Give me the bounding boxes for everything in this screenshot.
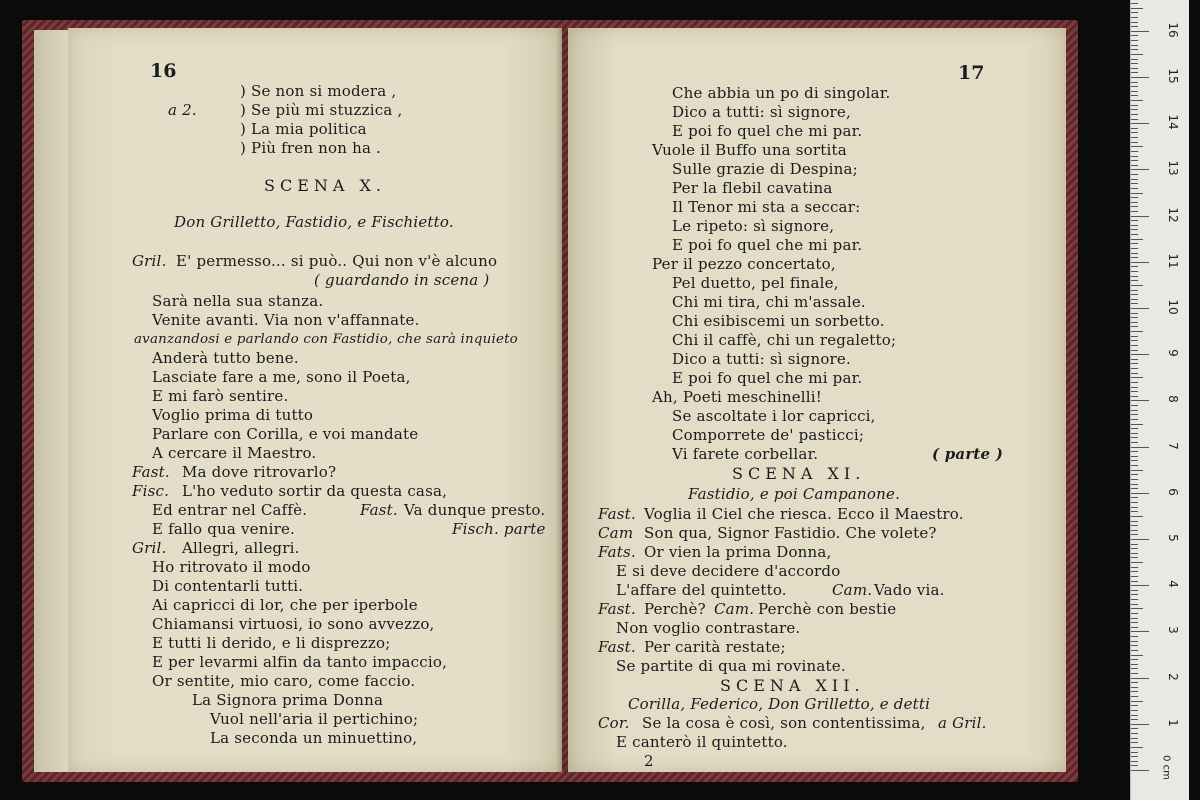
- speaker-label: Fast.: [360, 501, 398, 519]
- ruler-tick: [1131, 128, 1138, 129]
- verse-line: ) Se non si modera ,: [240, 82, 397, 100]
- verse-line: Voglia il Ciel che riesca. Ecco il Maestro.: [644, 505, 964, 523]
- scene-heading: SCENA XII.: [720, 676, 865, 695]
- ruler-tick: [1131, 146, 1143, 147]
- ruler-tick: [1131, 169, 1149, 170]
- ruler-tick: [1131, 433, 1138, 434]
- ruler-tick: [1131, 220, 1138, 221]
- verse-line: Ma dove ritrovarlo?: [182, 463, 337, 481]
- ruler-tick: [1131, 95, 1138, 96]
- ruler-tick: [1131, 747, 1143, 748]
- ruler-tick: [1131, 391, 1138, 392]
- speaker-label: Fast.: [598, 505, 636, 523]
- verse-line: Sarà nella sua stanza.: [152, 292, 324, 310]
- ruler-tick: [1131, 142, 1138, 143]
- ruler-tick: [1131, 387, 1138, 388]
- ruler-tick: [1131, 539, 1149, 540]
- ruler-tick: [1131, 368, 1138, 369]
- ruler-tick: [1131, 156, 1138, 157]
- scene-heading: SCENA X.: [264, 176, 386, 195]
- ruler-tick: [1131, 544, 1138, 545]
- ruler-number: 1: [1166, 718, 1180, 727]
- ruler-number: 7: [1166, 441, 1180, 450]
- ruler-tick: [1131, 650, 1138, 651]
- verse-line: Ai capricci di lor, che per iperbole: [152, 596, 418, 614]
- verse-line: Di contentarli tutti.: [152, 577, 304, 595]
- ruler-tick: [1131, 225, 1138, 226]
- ruler-tick: [1131, 474, 1138, 475]
- verse-line: Per carità restate;: [644, 638, 786, 656]
- ruler-tick: [1131, 183, 1138, 184]
- verse-line: E tutti li derido, e li disprezzo;: [152, 634, 391, 652]
- ruler-tick: [1131, 165, 1138, 166]
- ruler-tick: [1131, 211, 1138, 212]
- ruler-tick: [1131, 45, 1138, 46]
- verse-line: Ed entrar nel Caffè.: [152, 501, 308, 519]
- verse-line: Per il pezzo concertato,: [652, 255, 836, 273]
- ruler-tick: [1131, 525, 1138, 526]
- verse-line: ) Più fren non ha .: [240, 139, 382, 157]
- ruler-tick: [1131, 253, 1138, 254]
- ruler-tick: [1131, 631, 1149, 632]
- verse-line: Chi il caffè, chi un regaletto;: [672, 331, 897, 349]
- verse-line: Se la cosa è così, son contentissima,: [642, 714, 926, 732]
- scene-characters: Corilla, Federico, Don Grilletto, e detti: [628, 695, 931, 713]
- ruler-tick: [1131, 202, 1138, 203]
- ruler-tick: [1131, 618, 1138, 619]
- ruler-number: 15: [1166, 68, 1180, 84]
- page-number: 16: [150, 60, 177, 82]
- stage-direction: ( guardando in scena ): [314, 271, 490, 289]
- verse-line: La seconda un minuettino,: [210, 729, 418, 747]
- verse-line: Son qua, Signor Fastidio. Che volete?: [644, 524, 937, 542]
- ruler-tick: [1131, 557, 1138, 558]
- verse-line: Il Tenor mi sta a seccar:: [672, 198, 861, 216]
- ruler-tick: [1131, 86, 1138, 87]
- speaker-label: Gril.: [132, 252, 167, 270]
- ruler-tick: [1131, 548, 1138, 549]
- ruler-number: 9: [1166, 349, 1180, 357]
- ruler-tick: [1131, 585, 1149, 586]
- verse-line: Ah, Poeti meschinelli!: [652, 388, 823, 406]
- verse-line: E si deve decidere d'accordo: [616, 562, 841, 580]
- page-number: 17: [958, 62, 985, 84]
- ruler-number: 3: [1166, 626, 1180, 635]
- ruler-tick: [1131, 664, 1138, 665]
- ruler-tick: [1131, 534, 1138, 535]
- ruler-tick: [1131, 738, 1138, 739]
- ruler-tick: [1131, 193, 1143, 194]
- ruler-tick: [1131, 424, 1143, 425]
- verse-line: E fallo qua venire.: [152, 520, 296, 538]
- ruler-number: 13: [1166, 160, 1180, 177]
- ruler-tick: [1131, 303, 1138, 304]
- ruler-tick: [1131, 63, 1138, 64]
- ruler-tick: [1131, 400, 1149, 401]
- verse-line: Or vien la prima Donna,: [644, 543, 832, 561]
- verse-line: Se ascoltate i lor capricci,: [672, 407, 876, 425]
- ruler-tick: [1131, 645, 1138, 646]
- ruler-tick: [1131, 308, 1149, 309]
- ruler-tick: [1131, 3, 1138, 4]
- ruler-tick: [1131, 174, 1138, 175]
- ruler-tick: [1131, 673, 1138, 674]
- ruler-tick: [1131, 668, 1138, 669]
- ruler-tick: [1131, 285, 1143, 286]
- ruler-number: 8: [1166, 395, 1180, 404]
- verse-line: Chi esibiscemi un sorbetto.: [672, 312, 885, 330]
- verse-line: E poi fo quel che mi par.: [672, 369, 863, 387]
- ruler-tick: [1131, 594, 1138, 595]
- verse-line: Pel duetto, pel finale,: [672, 274, 839, 292]
- ruler-tick: [1131, 354, 1149, 355]
- ruler-tick: [1131, 262, 1149, 263]
- ruler-tick: [1131, 724, 1149, 725]
- ruler-tick: [1131, 109, 1138, 110]
- ruler-tick: [1131, 765, 1138, 766]
- ruler-tick: [1131, 770, 1149, 771]
- ruler-tick: [1131, 691, 1138, 692]
- speaker-label: Cam.: [832, 581, 873, 599]
- ruler-tick: [1131, 710, 1138, 711]
- measuring-ruler: [1130, 0, 1189, 800]
- verse-line: Or sentite, mio caro, come faccio.: [152, 672, 416, 690]
- ruler-tick: [1131, 359, 1138, 360]
- ruler-number: 14: [1166, 114, 1180, 130]
- ruler-number: 2: [1166, 672, 1180, 681]
- ruler-tick: [1131, 234, 1138, 235]
- ruler-tick: [1131, 396, 1138, 397]
- ruler-tick: [1131, 456, 1138, 457]
- ruler-tick: [1131, 437, 1138, 438]
- ruler-tick: [1131, 419, 1138, 420]
- speaker-label: Gril.: [132, 539, 167, 557]
- ruler-tick: [1131, 336, 1138, 337]
- ruler-tick: [1131, 678, 1149, 679]
- ruler-tick: [1131, 331, 1143, 332]
- ruler-tick: [1131, 257, 1138, 258]
- speaker-label: Fats.: [598, 543, 636, 561]
- ruler-tick: [1131, 248, 1138, 249]
- stage-direction: ( parte ): [932, 445, 1004, 463]
- ruler-tick: [1131, 243, 1138, 244]
- ruler-tick: [1131, 696, 1138, 697]
- ruler-tick: [1131, 294, 1138, 295]
- ruler-tick: [1131, 414, 1138, 415]
- ruler-tick: [1131, 608, 1143, 609]
- ruler-tick: [1131, 132, 1138, 133]
- ruler-number: 4: [1166, 580, 1180, 588]
- verse-line: Chi mi tira, chi m'assale.: [672, 293, 866, 311]
- ruler-tick: [1131, 179, 1138, 180]
- ruler-tick: [1131, 105, 1138, 106]
- ruler-tick: [1131, 22, 1138, 23]
- ruler-tick: [1131, 119, 1138, 120]
- verse-line: Sulle grazie di Despina;: [672, 160, 858, 178]
- verse-line: L'affare del quintetto.: [616, 581, 787, 599]
- ruler-tick: [1131, 479, 1138, 480]
- ruler-tick: [1131, 627, 1138, 628]
- ruler-tick: [1131, 705, 1138, 706]
- verse-line: Ho ritrovato il modo: [152, 558, 311, 576]
- ruler-tick: [1131, 604, 1138, 605]
- ruler-tick: [1131, 465, 1138, 466]
- verse-line: Vuole il Buffo una sortita: [652, 141, 847, 159]
- verse-line: Vuol nell'aria il pertichino;: [210, 710, 419, 728]
- ruler-tick: [1131, 581, 1138, 582]
- ruler-tick: [1131, 8, 1143, 9]
- ruler-tick: [1131, 197, 1138, 198]
- ruler-tick: [1131, 317, 1138, 318]
- scene-characters: Fastidio, e poi Campanone.: [688, 485, 901, 503]
- verse-line: Per la flebil cavatina: [672, 179, 833, 197]
- ruler-tick: [1131, 313, 1138, 314]
- ruler-tick: [1131, 59, 1138, 60]
- ruler-tick: [1131, 484, 1138, 485]
- verse-line: La Signora prima Donna: [192, 691, 384, 709]
- speaker-label: Fast.: [598, 638, 636, 656]
- verse-line: Allegri, allegri.: [182, 539, 300, 557]
- ruler-tick: [1131, 299, 1138, 300]
- ruler-tick: [1131, 742, 1138, 743]
- ruler-tick: [1131, 373, 1138, 374]
- ruler-tick: [1131, 326, 1138, 327]
- ruler-tick: [1131, 728, 1138, 729]
- ruler-tick: [1131, 613, 1138, 614]
- speaker-label: Cor.: [598, 714, 630, 732]
- ruler-tick: [1131, 123, 1149, 124]
- ruler-tick: [1131, 49, 1138, 50]
- verse-line: Che abbia un po di singolar.: [672, 84, 891, 102]
- ruler-tick: [1131, 756, 1138, 757]
- ruler-tick: [1131, 701, 1143, 702]
- verse-line: Lasciate fare a me, sono il Poeta,: [152, 368, 411, 386]
- ruler-tick: [1131, 206, 1138, 207]
- ruler-tick: [1131, 340, 1138, 341]
- ruler-tick: [1131, 82, 1138, 83]
- ruler-tick: [1131, 488, 1138, 489]
- ruler-tick: [1131, 290, 1138, 291]
- ruler-tick: [1131, 576, 1138, 577]
- verse-line: Non voglio contrastare.: [616, 619, 801, 637]
- ruler-tick: [1131, 31, 1149, 32]
- ruler-tick: [1131, 276, 1138, 277]
- ruler-tick: [1131, 137, 1138, 138]
- ruler-tick: [1131, 460, 1138, 461]
- ruler-tick: [1131, 151, 1138, 152]
- verse-line: Le ripeto: sì signore,: [672, 217, 835, 235]
- ruler-tick: [1131, 733, 1138, 734]
- ruler-tick: [1131, 641, 1138, 642]
- ruler-number: 11: [1166, 253, 1180, 269]
- verse-line: Voglio prima di tutto: [152, 406, 314, 424]
- ruler-tick: [1131, 447, 1149, 448]
- ruler-tick: [1131, 40, 1138, 41]
- stage-direction: Fisch. parte: [452, 520, 546, 538]
- verse-line: Comporrete de' pasticci;: [672, 426, 865, 444]
- stage-direction: a Gril.: [938, 714, 987, 732]
- verse-line: E canterò il quintetto.: [616, 733, 788, 751]
- ruler-tick: [1131, 160, 1138, 161]
- ruler-tick: [1131, 17, 1138, 18]
- ruler-tick: [1131, 553, 1138, 554]
- ruler-tick: [1131, 72, 1138, 73]
- ruler-number: 6: [1166, 487, 1180, 496]
- verse-line: ) Se più mi stuzzica ,: [240, 101, 403, 119]
- ruler-tick: [1131, 507, 1138, 508]
- ruler-tick: [1131, 502, 1138, 503]
- verse-line: Vado via.: [874, 581, 945, 599]
- verse-line: Vi farete corbellar.: [672, 445, 819, 463]
- ruler-tick: [1131, 12, 1138, 13]
- ruler-tick: [1131, 350, 1138, 351]
- verse-line: Dico a tutti: sì signore,: [672, 103, 851, 121]
- ruler-tick: [1131, 216, 1149, 217]
- signature-mark: 2: [644, 752, 654, 770]
- ruler-tick: [1131, 636, 1138, 637]
- stage-direction: avanzandosi e parlando con Fastidio, che sarà inquieto: [134, 332, 518, 347]
- ruler-tick: [1131, 345, 1138, 346]
- verse-line: E mi farò sentire.: [152, 387, 289, 405]
- verse-line: L'ho veduto sortir da questa casa,: [182, 482, 448, 500]
- ruler-tick: [1131, 405, 1138, 406]
- ruler-tick: [1131, 229, 1138, 230]
- ruler-tick: [1131, 599, 1138, 600]
- verse-line: E' permesso... si può.. Qui non v'è alcuno: [176, 252, 498, 270]
- ruler-number: 16: [1166, 22, 1180, 38]
- speaker-label: Cam: [598, 524, 634, 542]
- ruler-tick: [1131, 470, 1143, 471]
- ruler-tick: [1131, 719, 1138, 720]
- verse-line: Perchè con bestie: [758, 600, 897, 618]
- verse-line: A cercare il Maestro.: [152, 444, 317, 462]
- ruler-tick: [1131, 382, 1138, 383]
- ruler-tick: [1131, 322, 1138, 323]
- ruler-tick: [1131, 188, 1138, 189]
- ruler-tick: [1131, 77, 1149, 78]
- ruler-tick: [1131, 26, 1138, 27]
- ruler-tick: [1131, 511, 1138, 512]
- ruler-tick: [1131, 54, 1143, 55]
- ruler-tick: [1131, 428, 1138, 429]
- ruler-tick: [1131, 100, 1143, 101]
- ruler-tick: [1131, 377, 1143, 378]
- ruler-tick: [1131, 363, 1138, 364]
- verse-line: Va dunque presto.: [404, 501, 546, 519]
- verse-line: Parlare con Corilla, e voi mandate: [152, 425, 419, 443]
- ruler-tick: [1131, 266, 1138, 267]
- ruler-tick: [1131, 35, 1138, 36]
- scene-heading: SCENA XI.: [732, 464, 866, 483]
- ruler-tick: [1131, 567, 1138, 568]
- ruler-tick: [1131, 655, 1143, 656]
- verse-line: Perchè?: [644, 600, 706, 618]
- ruler-number: 5: [1166, 534, 1180, 542]
- verse-line: ) La mia politica: [240, 120, 367, 138]
- ruler-tick: [1131, 687, 1138, 688]
- ruler-tick: [1131, 571, 1138, 572]
- ruler-tick: [1131, 239, 1143, 240]
- ruler-tick: [1131, 715, 1138, 716]
- ruler-tick: [1131, 493, 1149, 494]
- ruler-tick: [1131, 752, 1138, 753]
- verse-line: Se partite di qua mi rovinate.: [616, 657, 846, 675]
- ruler-tick: [1131, 451, 1138, 452]
- ruler-tick: [1131, 280, 1138, 281]
- ruler-tick: [1131, 114, 1138, 115]
- ruler-unit-label: 0 cm: [1160, 755, 1172, 780]
- verse-line: Anderà tutto bene.: [152, 349, 299, 367]
- ruler-tick: [1131, 271, 1138, 272]
- ruler-tick: [1131, 442, 1138, 443]
- ruler-tick: [1131, 530, 1138, 531]
- verse-line: Chiamansi virtuosi, io sono avvezzo,: [152, 615, 435, 633]
- ruler-tick: [1131, 497, 1138, 498]
- speaker-label: Fast.: [598, 600, 636, 618]
- ruler-tick: [1131, 659, 1138, 660]
- ruler-tick: [1131, 682, 1138, 683]
- ruler-number: 10: [1166, 299, 1180, 315]
- right-page: [568, 28, 1066, 772]
- ruler-tick: [1131, 521, 1138, 522]
- verse-line: E per levarmi alfin da tanto impaccio,: [152, 653, 448, 671]
- left-page: [68, 28, 562, 772]
- ruler-tick: [1131, 761, 1138, 762]
- speaker-label: Cam.: [714, 600, 755, 618]
- speaker-label: Fast.: [132, 463, 170, 481]
- ruler-tick: [1131, 68, 1138, 69]
- verse-line: E poi fo quel che mi par.: [672, 122, 863, 140]
- verse-line: Dico a tutti: sì signore.: [672, 350, 851, 368]
- speaker-label: a 2.: [168, 101, 197, 119]
- ruler-number: 12: [1166, 206, 1180, 223]
- ruler-tick: [1131, 410, 1138, 411]
- verse-line: Venite avanti. Via non v'affannate.: [152, 311, 420, 329]
- ruler-tick: [1131, 590, 1138, 591]
- ruler-tick: [1131, 562, 1143, 563]
- scene-characters: Don Grilletto, Fastidio, e Fischietto.: [174, 213, 454, 231]
- ruler-tick: [1131, 622, 1138, 623]
- speaker-label: Fisc.: [132, 482, 170, 500]
- verse-line: E poi fo quel che mi par.: [672, 236, 863, 254]
- ruler-tick: [1131, 91, 1138, 92]
- ruler-tick: [1131, 516, 1143, 517]
